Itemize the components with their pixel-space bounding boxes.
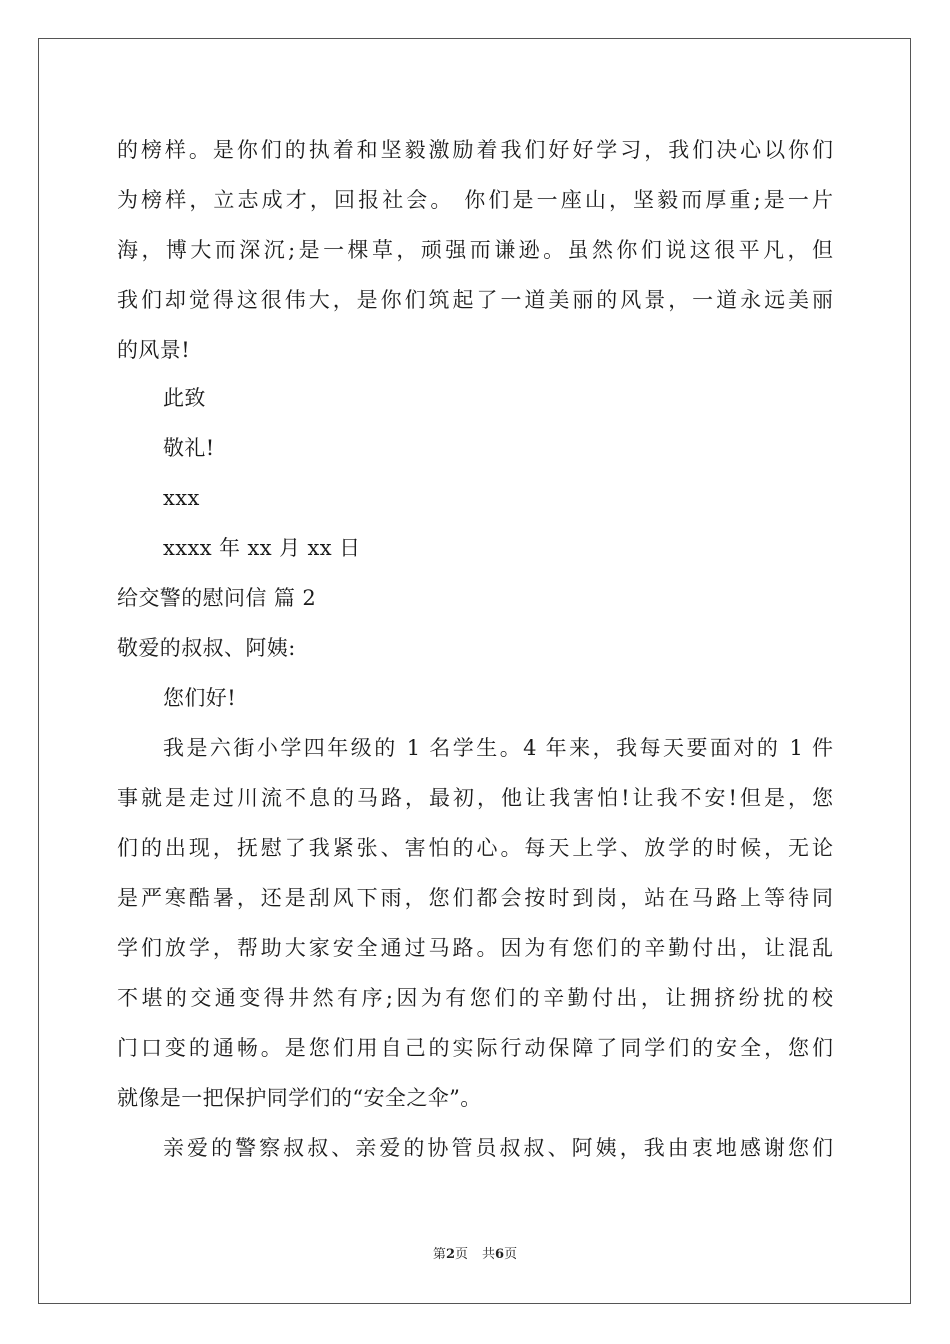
page-total: 6 <box>495 1247 505 1262</box>
page-footer <box>0 1246 950 1264</box>
body-line: 不堪的交通变得井然有序;因为有您们的辛勤付出，让拥挤纷扰的校 <box>117 986 833 1010</box>
hello-text: 您们好! <box>163 686 237 710</box>
body-line: 门口变的通畅。是您们用自己的实际行动保障了同学们的安全，您们 <box>117 1036 833 1060</box>
salute-text: 敬礼! <box>163 436 215 460</box>
page-prefix: 第 <box>432 1247 446 1262</box>
date-text: xxxx 年 xx 月 xx 日 <box>163 536 361 560</box>
signature-text: xxx <box>163 486 200 510</box>
body-line: 们的出现，抚慰了我紧张、害怕的心。每天上学、放学的时候，无论 <box>117 836 833 860</box>
total-suffix: 页 <box>504 1247 518 1262</box>
body-line: 我是六街小学四年级的 1 名学生。4 年来，我每天要面对的 1 件 <box>163 736 833 760</box>
section-title: 给交警的慰问信 篇 2 <box>117 586 317 610</box>
body-line: 就像是一把保护同学们的“安全之伞”。 <box>117 1086 482 1110</box>
page-mid: 页 <box>454 1247 468 1262</box>
page-border <box>38 38 911 1304</box>
page-current: 2 <box>445 1247 455 1262</box>
greeting-text: 敬爱的叔叔、阿姨: <box>117 636 296 660</box>
total-prefix: 共 <box>482 1247 496 1262</box>
body-line: 事就是走过川流不息的马路，最初，他让我害怕!让我不安!但是，您 <box>117 786 833 810</box>
body-line: 亲爱的警察叔叔、亲爱的协管员叔叔、阿姨，我由衷地感谢您们 <box>163 1136 833 1160</box>
body-line: 学们放学，帮助大家安全通过马路。因为有您们的辛勤付出，让混乱 <box>117 936 833 960</box>
closing-text: 此致 <box>163 386 206 410</box>
body-line: 我们却觉得这很伟大，是你们筑起了一道美丽的风景，一道永远美丽 <box>117 288 833 312</box>
body-line: 的风景! <box>117 338 191 362</box>
body-line: 海，博大而深沉;是一棵草，顽强而谦逊。虽然你们说这很平凡，但 <box>117 238 833 262</box>
body-line: 是严寒酷暑，还是刮风下雨，您们都会按时到岗，站在马路上等待同 <box>117 886 833 910</box>
body-line: 为榜样，立志成才，回报社会。 你们是一座山，坚毅而厚重;是一片 <box>117 188 833 212</box>
body-line: 的榜样。是你们的执着和坚毅激励着我们好好学习，我们决心以你们 <box>117 138 833 162</box>
